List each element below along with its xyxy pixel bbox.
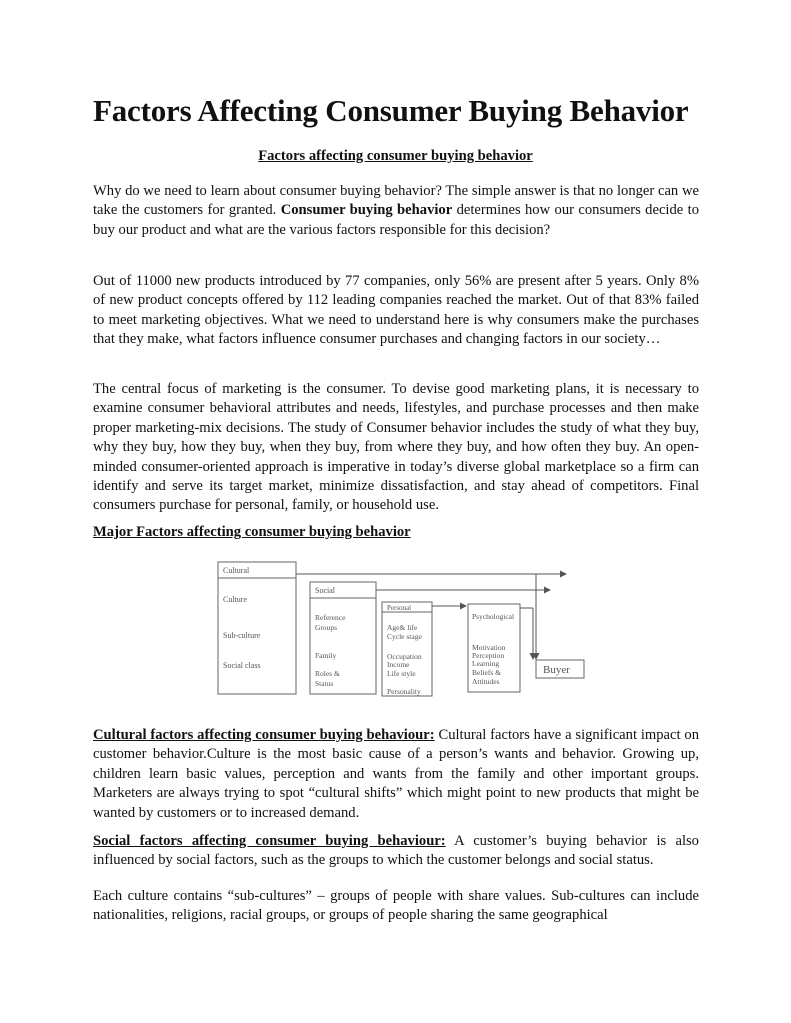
psychological-item: Perception (472, 651, 505, 660)
marketing-focus-paragraph: The central focus of marketing is the consumer. To devise good marketing plans, it is necessary to examine consumer behavioral attributes and needs, lifestyles, and purchase processes and then make proper marketing-mix decisions. The study of Consumer behavior includes the study of what they buy, why they buy, how they buy, when they buy, from where they buy, and how often they buy. An open-minded consumer-oriented approach is imperative in today’s diverse global marketplace so a firm can identify and serve its target market, minimize dissatisfaction, and stay ahead of competitors. Final consumers purchase for personal, family, or household use. (93, 381, 699, 514)
intro-paragraph (93, 182, 699, 240)
psychological-header: Psychological (472, 612, 515, 621)
social-item: Reference (315, 613, 346, 622)
social-item: Roles & (315, 669, 340, 678)
social-header: Social (315, 586, 335, 595)
cultural-factors-heading: Cultural factors affecting consumer buying behaviour: (93, 727, 435, 743)
intro-text-end: determines how our consumers decide to buy our product and what are the various factors responsible for this decision? (93, 202, 699, 238)
buyer-label: Buyer (543, 664, 570, 676)
cultural-header: Cultural (223, 566, 250, 575)
personal-item: Occupation (387, 652, 422, 661)
social-item: Groups (315, 623, 338, 632)
document-subtitle: Factors affecting consumer buying behavior (258, 148, 533, 164)
psychological-item: Attitudes (472, 677, 500, 686)
personal-item: Cycle stage (387, 632, 422, 641)
cultural-item: Culture (223, 595, 247, 604)
intro-bold-term: Consumer buying behavior (280, 202, 453, 219)
psychological-item: Motivation (472, 643, 506, 652)
personal-box (382, 602, 432, 696)
factors-diagram (214, 558, 594, 704)
social-factors-heading: Social factors affecting consumer buying behaviour: (93, 833, 446, 849)
cultural-factors-paragraph (93, 726, 699, 823)
factors-diagram-svg (214, 558, 594, 704)
personal-item: Age& life (387, 623, 418, 632)
social-item: Status (315, 679, 334, 688)
cultural-item: Social class (223, 661, 261, 670)
sub-cultures-paragraph: Each culture contains “sub-cultures” – groups of people with share values. Sub-cultures can include nationalities, religions, racial groups, or groups of people sharing the same geographical (93, 888, 699, 924)
personal-item: Personality (387, 687, 421, 696)
intro-text-start: Why do we need to learn about consumer buying behavior? The simple answer is that no longer can we take the customers for granted. (93, 183, 699, 219)
social-factors-text: A customer’s buying behavior is also influenced by social factors, such as the groups to which the customer belongs and social status. (93, 833, 699, 869)
major-factors-heading: Major Factors affecting consumer buying behavior (93, 524, 411, 540)
statistics-paragraph: Out of 11000 new products introduced by 77 companies, only 56% are present after 5 years. Only 8% of new product concepts offered by 112 leading companies reached the market. Out of that 83% failed to meet marketing objectives. What we need to understand here is why consumers make the purchases that they make, what factors influence consumer purchases and changing factors in our society… (93, 273, 699, 348)
personal-item: Income (387, 660, 410, 669)
psychological-item: Learning (472, 659, 500, 668)
cultural-factors-text: Cultural factors have a significant impact on customer behavior.Culture is the most basic cause of a person’s wants and behavior. Growing up, children learn basic values, perception and wants from the family and other important groups. Marketers are always trying to spot “cultural shifts” which might point to new products that might be wanted by customers or to increased demand. (93, 727, 699, 821)
social-item: Family (315, 651, 337, 660)
cultural-box (218, 562, 296, 694)
cultural-item: Sub-culture (223, 631, 261, 640)
personal-header: Personal (387, 604, 412, 612)
document-title: Factors Affecting Consumer Buying Behavior (93, 93, 689, 128)
psychological-item: Beliefs & (472, 668, 501, 677)
social-factors-paragraph (93, 832, 699, 871)
personal-item: Life style (387, 669, 416, 678)
